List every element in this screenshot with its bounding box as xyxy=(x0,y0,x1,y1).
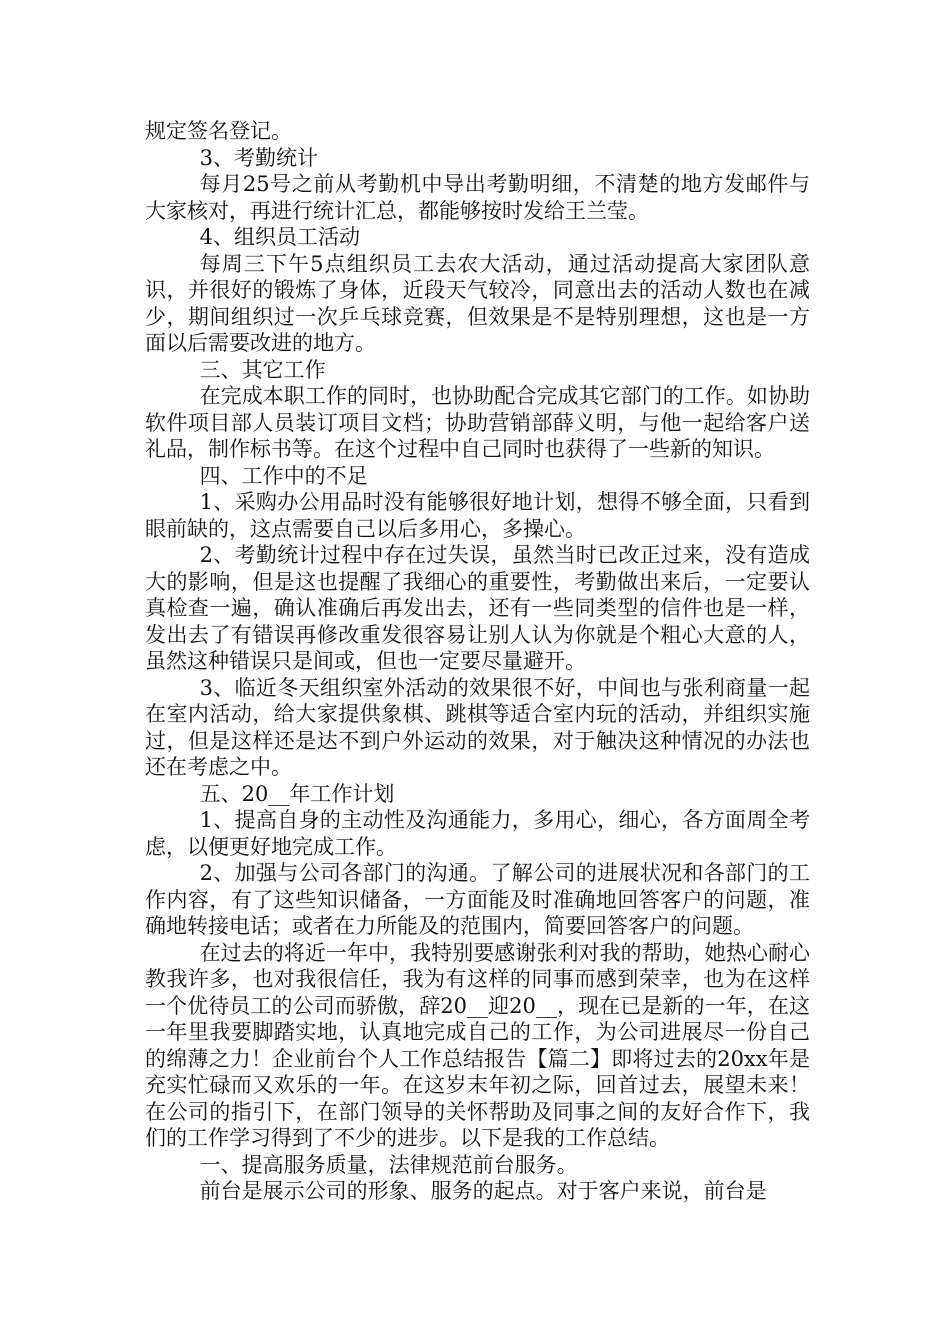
section-heading-other-work: 三、其它工作 xyxy=(199,357,326,382)
paragraph-shortcoming-3: 3、临近冬天组织室外活动的效果很不好，中间也与张利商量一起在室内活动，给大家提供象棋、跳棋等适合室内玩的活动，并组织实施过，但是这样还是达不到户外运动的效果，对于触决这种情况的办法也还在考虑之中。 xyxy=(145,675,810,779)
paragraph-other-work: 在完成本职工作的同时，也协助配合完成其它部门的工作。如协助软件项目部人员装订项目文档；协助营销部薛义明，与他一起给客户送礼品，制作标书等。在这个过程中自己同时也获得了一些新的知识。 xyxy=(145,384,810,461)
section-heading-shortcomings: 四、工作中的不足 xyxy=(199,463,368,488)
paragraph-plan-2: 2、加强与公司各部门的沟通。了解公司的进展状况和各部门的工作内容，有了这些知识储备，一方面能及时准确地回答客户的问题，准确地转接电话；或者在力所能及的范围内，简要回答客户的问题。 xyxy=(145,861,810,938)
paragraph-front-desk: 前台是展示公司的形象、服务的起点。对于客户来说，前台是 xyxy=(199,1179,767,1203)
paragraph-thanks-and-part-two: 在过去的将近一年中，我特别要感谢张利对我的帮助，她热心耐心教我许多，也对我很信任，我为有这样的同事而感到荣幸，也为在这样一个优待员工的公司而骄傲，辞20__迎20__，现在已是新的一年，在这一年里我要脚踏实地，认真地完成自己的工作，为公司进展尽一份自己的绵薄之力！企业前台个人工作总结报告【篇二】即将过去的20xx年是充实忙碌而又欢乐的一年。在这岁末年初之际，回首过去，展望未来！在公司的指引下，在部门领导的关怀帮助及同事之间的友好合作下，我们的工作学习得到了不少的进步。以下是我的工作总结。 xyxy=(145,940,810,1150)
section-heading-staff-activities: 4、组织员工活动 xyxy=(199,225,360,249)
section-heading-attendance-stats: 3、考勤统计 xyxy=(199,145,318,170)
paragraph-continuation: 规定签名登记。 xyxy=(145,119,292,143)
document-body xyxy=(145,118,810,1205)
paragraph-attendance-stats: 每月25号之前从考勤机中导出考勤明细，不清楚的地方发邮件与大家核对，再进行统计汇总，都能够按时发给王兰莹。 xyxy=(145,172,810,223)
paragraph-plan-1: 1、提高自身的主动性及沟通能力，多用心，细心，各方面周全考虑，以便更好地完成工作。 xyxy=(145,808,810,859)
section-heading-service-quality: 一、提高服务质量，法律规范前台服务。 xyxy=(199,1152,578,1177)
paragraph-shortcoming-1: 1、采购办公用品时没有能够很好地计划，想得不够全面，只看到眼前缺的，这点需要自己以后多用心，多操心。 xyxy=(145,490,810,541)
paragraph-shortcoming-2: 2、考勤统计过程中存在过失误，虽然当时已改正过来，没有造成大的影响，但是这也提醒了我细心的重要性，考勤做出来后，一定要认真检查一遍，确认准确后再发出去，还有一些同类型的信件也是一样，发出去了有错误再修改重发很容易让别人认为你就是个粗心大意的人，虽然这种错误只是间或，但也一定要尽量避开。 xyxy=(145,543,810,673)
paragraph-staff-activities: 每周三下午5点组织员工去农大活动，通过活动提高大家团队意识，并很好的锻炼了身体，近段天气较冷，同意出去的活动人数也在减少，期间组织过一次乒乓球竞赛，但效果是不是特别理想，这也是一方面以后需要改进的地方。 xyxy=(145,251,810,355)
section-heading-work-plan: 五、20__年工作计划 xyxy=(199,781,395,806)
